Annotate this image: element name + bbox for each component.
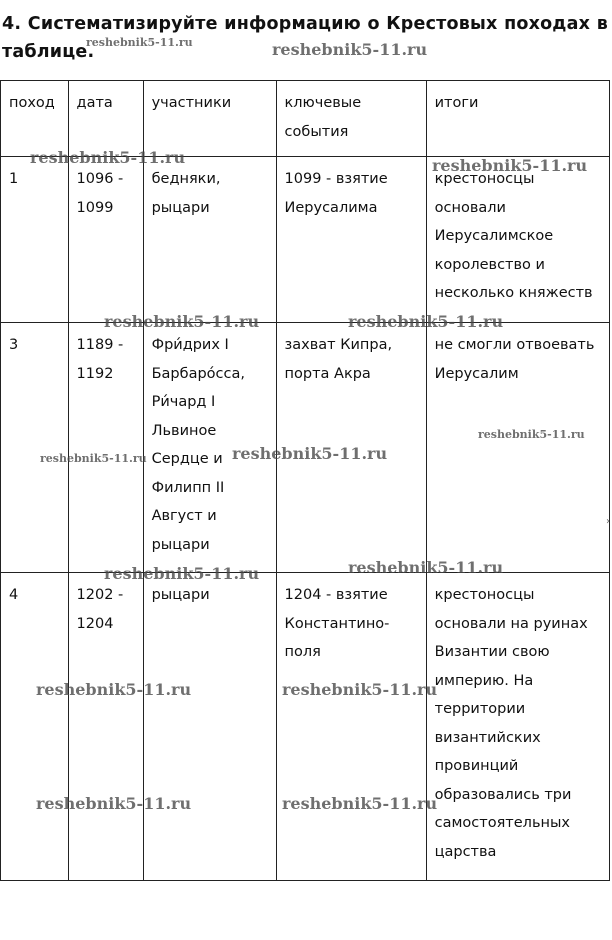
watermark-text: reshebnik5-11.ru (272, 40, 428, 59)
cell-events (276, 157, 426, 323)
watermark-text: reshebnik5-11.ru (348, 558, 504, 577)
cell-line: Иерусалима (284, 199, 378, 216)
cell-line: 1099 (76, 199, 114, 216)
cell-line: самостоятельных (434, 815, 570, 831)
cell-line: царства (434, 843, 497, 860)
task-heading: 4. Систематизируйте информацию о Крестовых походах в таблице. (2, 14, 608, 62)
cell-line: основали (434, 199, 506, 216)
watermark-text: reshebnik5-11.ru (30, 148, 186, 167)
header-campaign: поход (1, 81, 69, 157)
watermark-text: reshebnik5-11.ru (432, 156, 588, 175)
watermark-text: reshebnik5-11.ru (40, 452, 147, 465)
cell-line: Сердце и (151, 451, 223, 467)
cell-participants (143, 157, 276, 323)
table-header-row (1, 81, 610, 157)
cell-line: несколько княжеств (434, 285, 593, 301)
cell-events (276, 573, 426, 881)
table-row (1, 157, 610, 323)
cell-line: 1099 - взятие (284, 171, 388, 187)
watermark-text: reshebnik5-11.ru (104, 564, 260, 583)
header-results: итоги (426, 81, 609, 157)
cell-participants (143, 573, 276, 881)
header-events: ключевые события (276, 81, 426, 157)
cell-date (68, 157, 143, 323)
cell-line: Иерусалим (434, 365, 519, 382)
cell-line: бедняки, (151, 171, 221, 187)
watermark-text: reshebnik5-11.ru (36, 794, 192, 813)
cell-line: Ри́чард I (151, 394, 216, 410)
edge-mark: › (606, 516, 610, 527)
cell-campaign: 3 (1, 323, 69, 573)
cell-results (426, 573, 609, 881)
watermark-text: reshebnik5-11.ru (282, 680, 438, 699)
cell-campaign: 4 (1, 573, 69, 881)
cell-campaign: 1 (1, 157, 69, 323)
cell-line: византийских (434, 729, 541, 746)
cell-line: поля (284, 644, 321, 660)
cell-line: 1204 - взятие (284, 587, 388, 603)
cell-date (68, 323, 143, 573)
cell-events (276, 323, 426, 573)
table-row (1, 573, 610, 881)
cell-line: Барбаро́сса, (151, 365, 245, 382)
cell-line: Фри́дрих I (151, 337, 229, 353)
cell-line: 1096 - (76, 171, 124, 187)
cell-line: 1202 - (76, 587, 124, 603)
cell-results (426, 157, 609, 323)
cell-line: Иерусалимское (434, 228, 554, 244)
cell-results (426, 323, 609, 573)
cell-line: захват Кипра, (284, 337, 393, 353)
cell-line: рыцари (151, 536, 210, 553)
cell-line: 1204 (76, 615, 114, 632)
cell-line: рыцари (151, 587, 210, 603)
header-date: дата (68, 81, 143, 157)
cell-line: 1189 - (76, 337, 124, 353)
watermark-text: reshebnik5-11.ru (232, 444, 388, 463)
cell-line: основали на руинах (434, 615, 588, 632)
table-row (1, 323, 610, 573)
watermark-text: reshebnik5-11.ru (36, 680, 192, 699)
cell-line: Львиное (151, 422, 217, 439)
cell-line: Филипп II (151, 479, 225, 496)
cell-line: рыцари (151, 199, 210, 216)
cell-line: Август и (151, 508, 217, 524)
cell-line: территории (434, 701, 526, 717)
cell-line: королевство и (434, 256, 545, 273)
cell-date (68, 573, 143, 881)
watermark-text: reshebnik5-11.ru (348, 312, 504, 331)
crusades-table (0, 80, 610, 881)
cell-line: образовались три (434, 786, 572, 803)
watermark-text: reshebnik5-11.ru (104, 312, 260, 331)
watermark-text: reshebnik5-11.ru (282, 794, 438, 813)
watermark-text: reshebnik5-11.ru (478, 428, 585, 441)
cell-line: крестоносцы (434, 171, 535, 187)
cell-line: не смогли отвоевать (434, 337, 595, 353)
watermark-text: reshebnik5-11.ru (86, 36, 193, 49)
cell-line: крестоносцы (434, 587, 535, 603)
cell-line: империю. На (434, 672, 534, 689)
header-participants: участники (143, 81, 276, 157)
cell-line: Византии свою (434, 644, 550, 660)
cell-line: порта Акра (284, 365, 371, 382)
cell-line: 1192 (76, 365, 114, 382)
cell-participants (143, 323, 276, 573)
cell-line: Константино- (284, 615, 390, 632)
cell-line: провинций (434, 758, 519, 774)
